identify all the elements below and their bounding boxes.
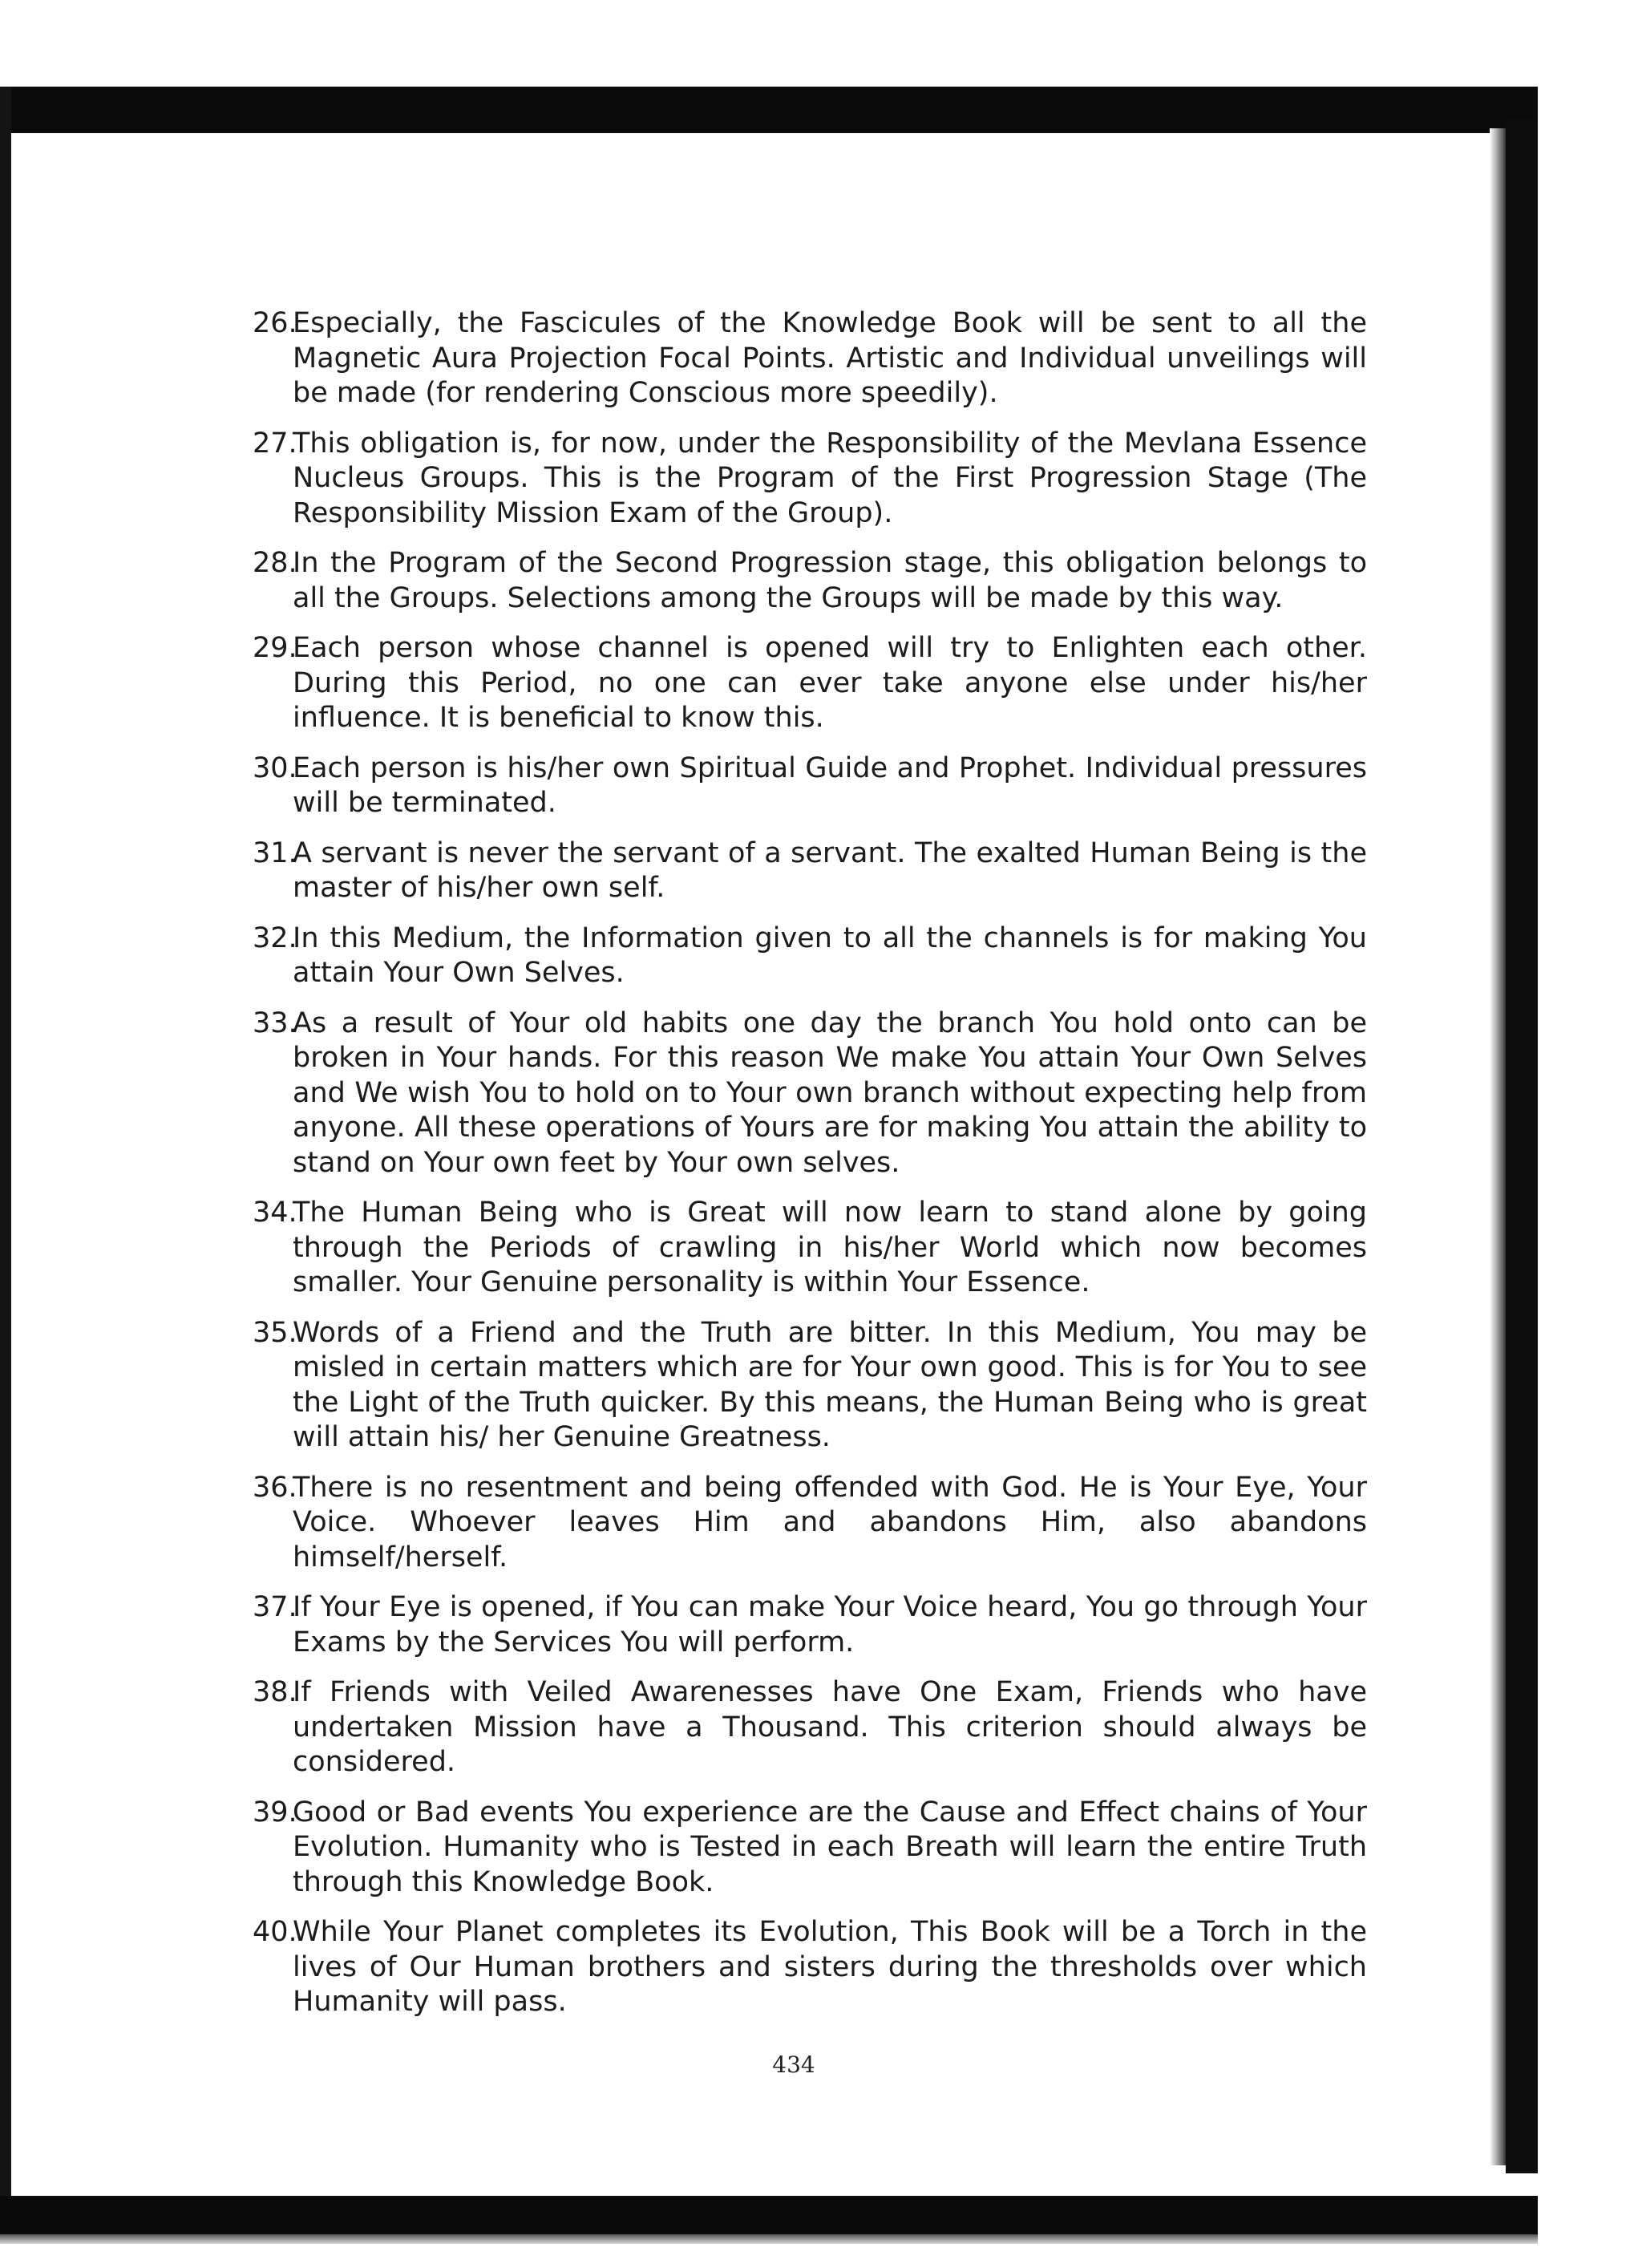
item-text: As a result of Your old habits one day the branch You hold onto can be broken in Your hands. For this reason We make You attain Your Own Selves and We wish You to hold on to Your own branch without expecting help from anyone. All these operations of Yours are for making You attain the ability to stand on Your own feet by Your own selves. <box>293 1006 1367 1179</box>
item-text: Good or Bad events You experience are the Cause and Effect chains of Your Evolution. Humanity who is Tested in each Breath will learn the entire Truth through this Knowledge Book. <box>293 1796 1367 1898</box>
list-item <box>253 306 1367 411</box>
list-item <box>253 427 1367 532</box>
item-text: In the Program of the Second Progression stage, this obligation belongs to all the Groups. Selections among the Groups will be made by this way. <box>293 547 1367 614</box>
item-text: While Your Planet completes its Evolution, This Book will be a Torch in the lives of Our Human brothers and sisters during the thresholds over which Humanity will pass. <box>293 1916 1367 2018</box>
scan-border-left <box>0 87 11 2204</box>
list-item <box>253 836 1367 906</box>
scan-border-right <box>1506 120 1538 2173</box>
scan-border-top <box>0 87 1538 133</box>
item-number: 38. <box>253 1676 297 1708</box>
item-number: 27. <box>253 427 297 460</box>
item-number: 29. <box>253 632 297 664</box>
item-number: 33. <box>253 1006 297 1039</box>
item-number: 40. <box>253 1916 297 1948</box>
item-text: In this Medium, the Information given to all the channels is for making You attain Your Own Selves. <box>293 921 1367 989</box>
item-text: A servant is never the servant of a servant. The exalted Human Being is the master of his/her own self. <box>293 836 1367 904</box>
item-number: 32. <box>253 921 297 954</box>
list-item <box>253 1675 1367 1780</box>
item-text: If Your Eye is opened, if You can make Your Voice heard, You go through Your Exams by the Services You will perform. <box>293 1591 1367 1658</box>
scan-border-bottom <box>0 2196 1538 2238</box>
item-number: 28. <box>253 547 297 579</box>
list-item <box>253 1915 1367 2020</box>
item-text: Each person whose channel is opened will try to Enlighten each other. During this Period, no one can ever take anyone else under his/her influence. It is beneficial to know this. <box>293 632 1367 734</box>
item-text: There is no resentment and being offended with God. He is Your Eye, Your Voice. Whoever leaves Him and abandons Him, also abandons himself/herself. <box>293 1471 1367 1573</box>
page-number: 434 <box>772 2051 815 2078</box>
item-text: Each person is his/her own Spiritual Guide and Prophet. Individual pressures will be terminated. <box>293 751 1367 819</box>
list-item <box>253 546 1367 616</box>
item-number: 35. <box>253 1316 297 1349</box>
item-number: 31. <box>253 836 297 869</box>
item-number: 26. <box>253 307 297 339</box>
item-text: This obligation is, for now, under the Responsibility of the Mevlana Essence Nucleus Groups. This is the Program of the First Progression Stage (The Responsibility Mission Exam of the Group). <box>293 427 1367 529</box>
item-text: The Human Being who is Great will now learn to stand alone by going through the Periods of crawling in his/her World which now becomes smaller. Your Genuine personality is within Your Essence. <box>293 1197 1367 1298</box>
list-item <box>253 1590 1367 1660</box>
scan-border-bottom-edge <box>0 2234 1538 2244</box>
item-text: Especially, the Fascicules of the Knowledge Book will be sent to all the Magnetic Aura Projection Focal Points. Artistic and Individual unveilings will be made (for rendering Conscious more speedily). <box>293 307 1367 409</box>
item-number: 37. <box>253 1591 297 1623</box>
list-item <box>253 1471 1367 1576</box>
list-item <box>253 751 1367 821</box>
list-item <box>253 631 1367 736</box>
scan-page-curl-shadow <box>1490 128 1507 2165</box>
item-number: 34. <box>253 1197 297 1229</box>
list-item <box>253 1196 1367 1301</box>
item-number: 36. <box>253 1471 297 1504</box>
item-text: If Friends with Veiled Awarenesses have One Exam, Friends who have undertaken Mission have a Thousand. This criterion should always be considered. <box>293 1676 1367 1778</box>
list-item <box>253 1316 1367 1456</box>
item-text: Words of a Friend and the Truth are bitter. In this Medium, You may be misled in certain matters which are for Your own good. This is for You to see the Light of the Truth quicker. By this means, the Human Being who is great will attain his/ her Genuine Greatness. <box>293 1316 1367 1453</box>
list-item <box>253 921 1367 991</box>
numbered-list <box>253 306 1367 2035</box>
item-number: 39. <box>253 1796 297 1829</box>
list-item <box>253 1796 1367 1901</box>
item-number: 30. <box>253 751 297 784</box>
list-item <box>253 1006 1367 1181</box>
